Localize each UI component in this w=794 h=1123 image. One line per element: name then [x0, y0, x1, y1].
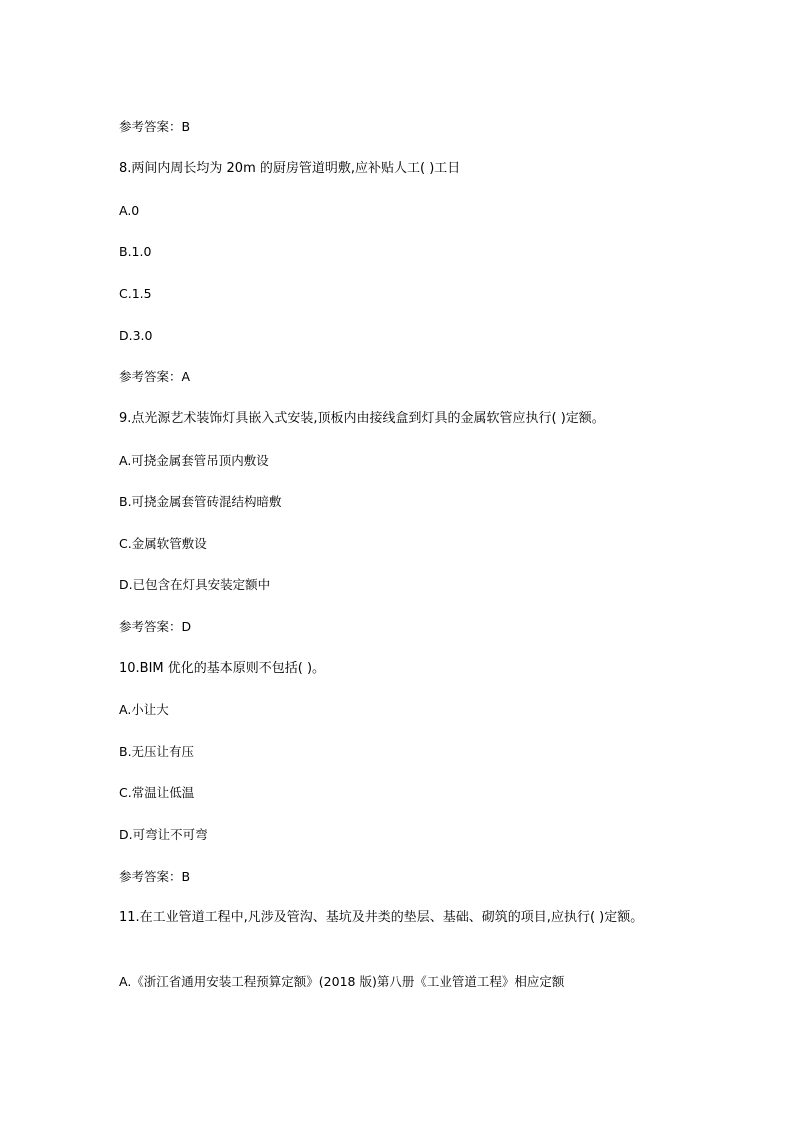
answer-line: 参考答案：B	[119, 119, 191, 134]
answer-line: 参考答案：A	[119, 369, 191, 384]
question-9: 9.点光源艺术装饰灯具嵌入式安装,顶板内由接线盒到灯具的金属软管应执行( )定额。	[119, 411, 605, 426]
answer-line: 参考答案：B	[119, 869, 191, 884]
question-9-option-a: A.可挠金属套管吊顶内敷设	[119, 453, 269, 468]
question-9-option-b: B.可挠金属套管砖混结构暗敷	[119, 494, 282, 509]
question-8: 8.两间内周长均为 20m 的厨房管道明敷,应补贴人工( )工日	[119, 161, 461, 176]
question-10-option-b: B.无压让有压	[119, 744, 195, 759]
question-10-option-d: D.可弯让不可弯	[119, 827, 208, 842]
question-8-option-a: A.0	[119, 203, 140, 218]
question-8-option-c: C.1.5	[119, 286, 152, 301]
question-11: 11.在工业管道工程中,凡涉及管沟、基坑及井类的垫层、基础、砌筑的项目,应执行( )定额。	[119, 910, 644, 925]
answer-line: 参考答案：D	[119, 619, 192, 634]
question-10-option-a: A.小让大	[119, 702, 169, 717]
question-10: 10.BIM 优化的基本原则不包括( )。	[119, 661, 326, 676]
question-9-option-c: C.金属软管敷设	[119, 536, 207, 551]
question-11-option-a: A.《浙江省通用安装工程预算定额》(2018 版)第八册《工业管道工程》相应定额	[119, 974, 565, 989]
question-9-option-d: D.已包含在灯具安装定额中	[119, 577, 271, 592]
question-8-option-b: B.1.0	[119, 244, 152, 259]
question-10-option-c: C.常温让低温	[119, 785, 195, 800]
question-8-option-d: D.3.0	[119, 328, 153, 343]
